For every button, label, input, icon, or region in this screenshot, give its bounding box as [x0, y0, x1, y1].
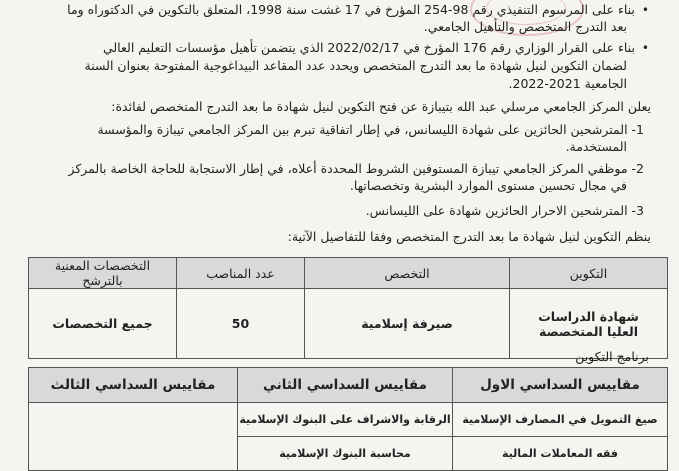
cell-training	[510, 289, 668, 359]
table-row	[29, 289, 668, 359]
cell-s2: الرقابة والاشراف على البنوك الإسلامية	[238, 403, 453, 437]
beneficiary-2-line-2: في مجال تحسين مستوى الموارد البشرية وتخصصاتها.	[349, 178, 627, 193]
cell-eligible: جميع التخصصات	[29, 289, 177, 359]
details-table	[28, 257, 668, 359]
cell-s1: صيغ التمويل في المصارف الإسلامية	[453, 403, 668, 437]
announcement-text: يعلن المركز الجامعي مرسلي عبد الله بتيبازة عن فتح التكوين لنيل شهادة ما بعد التدرج المتخصص لفائدة:	[111, 99, 651, 114]
training-line-2: العليا المتخصصة	[539, 323, 638, 339]
header-training: التكوين	[510, 258, 668, 289]
preamble-line-3: • بناء على القرار الوزاري رقم 176 المؤرخ في 2022/02/17 الذي يتضمن تأهيل مؤسسات التعليم العالي	[103, 40, 649, 56]
cell-specialty: صيرفة إسلامية	[305, 289, 510, 359]
beneficiary-3: 3- المترشحين الاحرار الحائزين شهادة على الليسانس.	[365, 203, 644, 218]
header-positions: عدد المناصب	[177, 258, 305, 289]
cell-s1: فقه المعاملات المالية	[453, 437, 668, 471]
table-row	[29, 403, 668, 437]
cell-positions: 50	[177, 289, 305, 359]
beneficiary-2-line-1: 2- موظفي المركز الجامعي تيبازة المستوفين الشروط المحددة أعلاه، في إطار الاستجابة للحاجة الخاصة بالمركز	[68, 161, 644, 176]
cell-s2: محاسبة البنوك الإسلامية	[238, 437, 453, 471]
beneficiary-1-line-2: المستخدمة.	[565, 139, 627, 154]
header-semester-3: مقاييس السداسي الثالث	[29, 368, 238, 403]
details-header-row	[29, 258, 668, 289]
header-specialty: التخصص	[305, 258, 510, 289]
program-title: برنامج التكوين	[575, 349, 649, 364]
preamble-line-4: لضمان التكوين لنيل شهادة ما بعد التدرج المتخصص ويحدد عدد المقاعد البيداغوجية المفتوحة بعنوان السنة	[84, 58, 627, 73]
header-eligible: التخصصات المعنية بالترشح	[29, 258, 177, 289]
header-semester-1: مقاييس السداسي الاول	[453, 368, 668, 403]
preamble-line-2: بعد التدرج المتخصص والتأهيل الجامعي.	[423, 19, 627, 34]
training-line-1: شهادة الدراسات	[538, 308, 639, 324]
table-intro: ينظم التكوين لنيل شهادة ما بعد التدرج المتخصص وفقا للتفاصيل الآتية:	[287, 229, 651, 244]
preamble-line-1: • بناء على المرسوم التنفيذي رقم 98-254 المؤرخ في 17 غشت سنة 1998، المتعلق بالتكوين في الدكتوراه وما	[67, 2, 649, 18]
preamble-line-5: الجامعية 2021-2022.	[508, 76, 627, 91]
cell-s3	[29, 403, 238, 471]
program-table	[28, 367, 668, 471]
program-header-row	[29, 368, 668, 403]
header-semester-2: مقاييس السداسي الثاني	[238, 368, 453, 403]
beneficiary-1-line-1: 1- المترشحين الحائزين على شهادة الليسانس، في إطار اتفاقية تبرم بين المركز الجامعي تيبازة والمؤسسة	[97, 122, 644, 137]
